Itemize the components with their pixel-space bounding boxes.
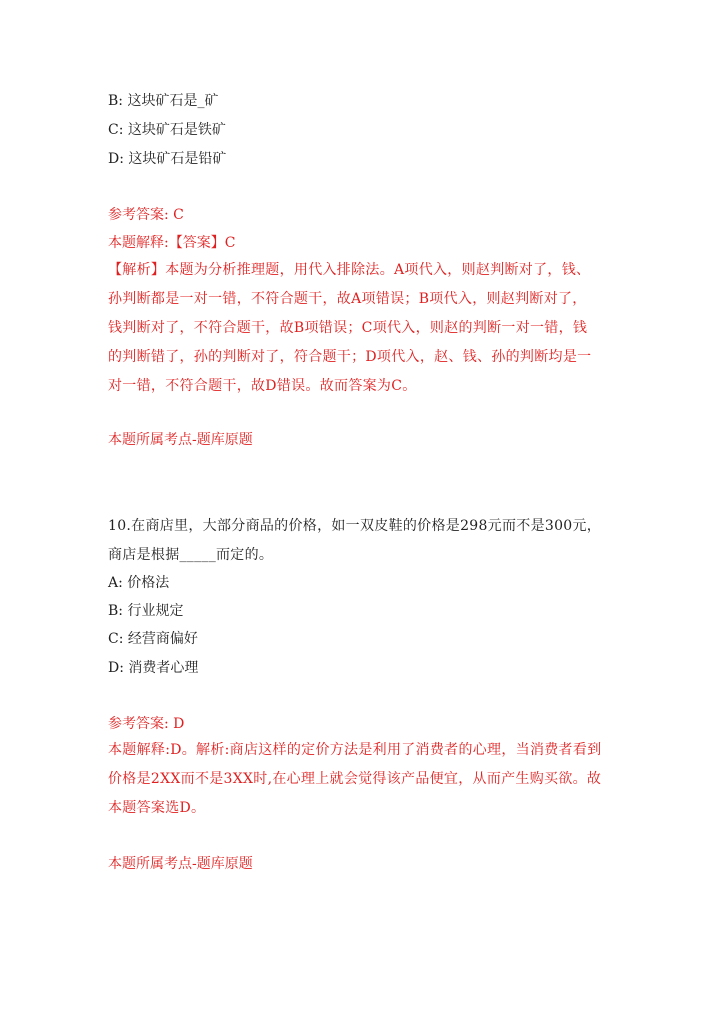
q10-option-d: D: 消费者心理 — [108, 660, 199, 676]
q9-option-c: C: 这块矿石是铁矿 — [108, 122, 226, 138]
q9-explanation-line: 孙判断都是一对一错，不符合题干，故A项错误；B项代入，则赵判断对了， — [108, 291, 587, 307]
q10-explanation-line: 本题解释:D。解析:商店这样的定价方法是利用了消费者的心理，当消费者看到 — [108, 742, 602, 758]
q10-stem — [108, 512, 608, 570]
q10-stem-line: 商店是根据_____而定的。 — [108, 547, 274, 563]
q9-explanation-line: 钱判断对了，不符合题干，故B项错误；C项代入，则赵的判断一对一错，钱 — [108, 320, 588, 336]
q10-explanation-line: 本题答案选D。 — [108, 800, 206, 816]
q9-option-d: D: 这块矿石是铅矿 — [108, 151, 227, 167]
q9-explanation-line: 【解析】本题为分析推理题，用代入排除法。A项代入，则赵判断对了，钱、 — [108, 262, 591, 278]
q10-explanation — [108, 736, 608, 823]
q9-explanation-line: 的判断错了，孙的判断对了，符合题干；D项代入，赵、钱、孙的判断均是一 — [108, 349, 592, 365]
q10-explanation-line: 价格是2XX而不是3XX时,在心理上就会觉得该产品便宜，从而产生购买欲。故 — [108, 771, 602, 787]
q10-source: 本题所属考点-题库原题 — [108, 856, 253, 872]
q9-explanation-line: 对一错，不符合题干，故D错误。故而答案为C。 — [108, 378, 417, 394]
q10-stem-line: 10.在商店里，大部分商品的价格，如一双皮鞋的价格是298元而不是300元， — [108, 518, 602, 534]
q10-answer: 参考答案: D — [108, 716, 185, 732]
q9-explain-head: 本题解释:【答案】C — [108, 235, 236, 251]
q9-explanation — [108, 256, 608, 401]
q10-option-a: A: 价格法 — [108, 575, 170, 591]
q9-source: 本题所属考点-题库原题 — [108, 432, 253, 448]
q9-answer: 参考答案: C — [108, 207, 184, 223]
q10-option-c: C: 经营商偏好 — [108, 631, 198, 647]
q10-option-b: B: 行业规定 — [108, 603, 184, 619]
q9-option-b: B: 这块矿石是_矿 — [108, 93, 219, 109]
